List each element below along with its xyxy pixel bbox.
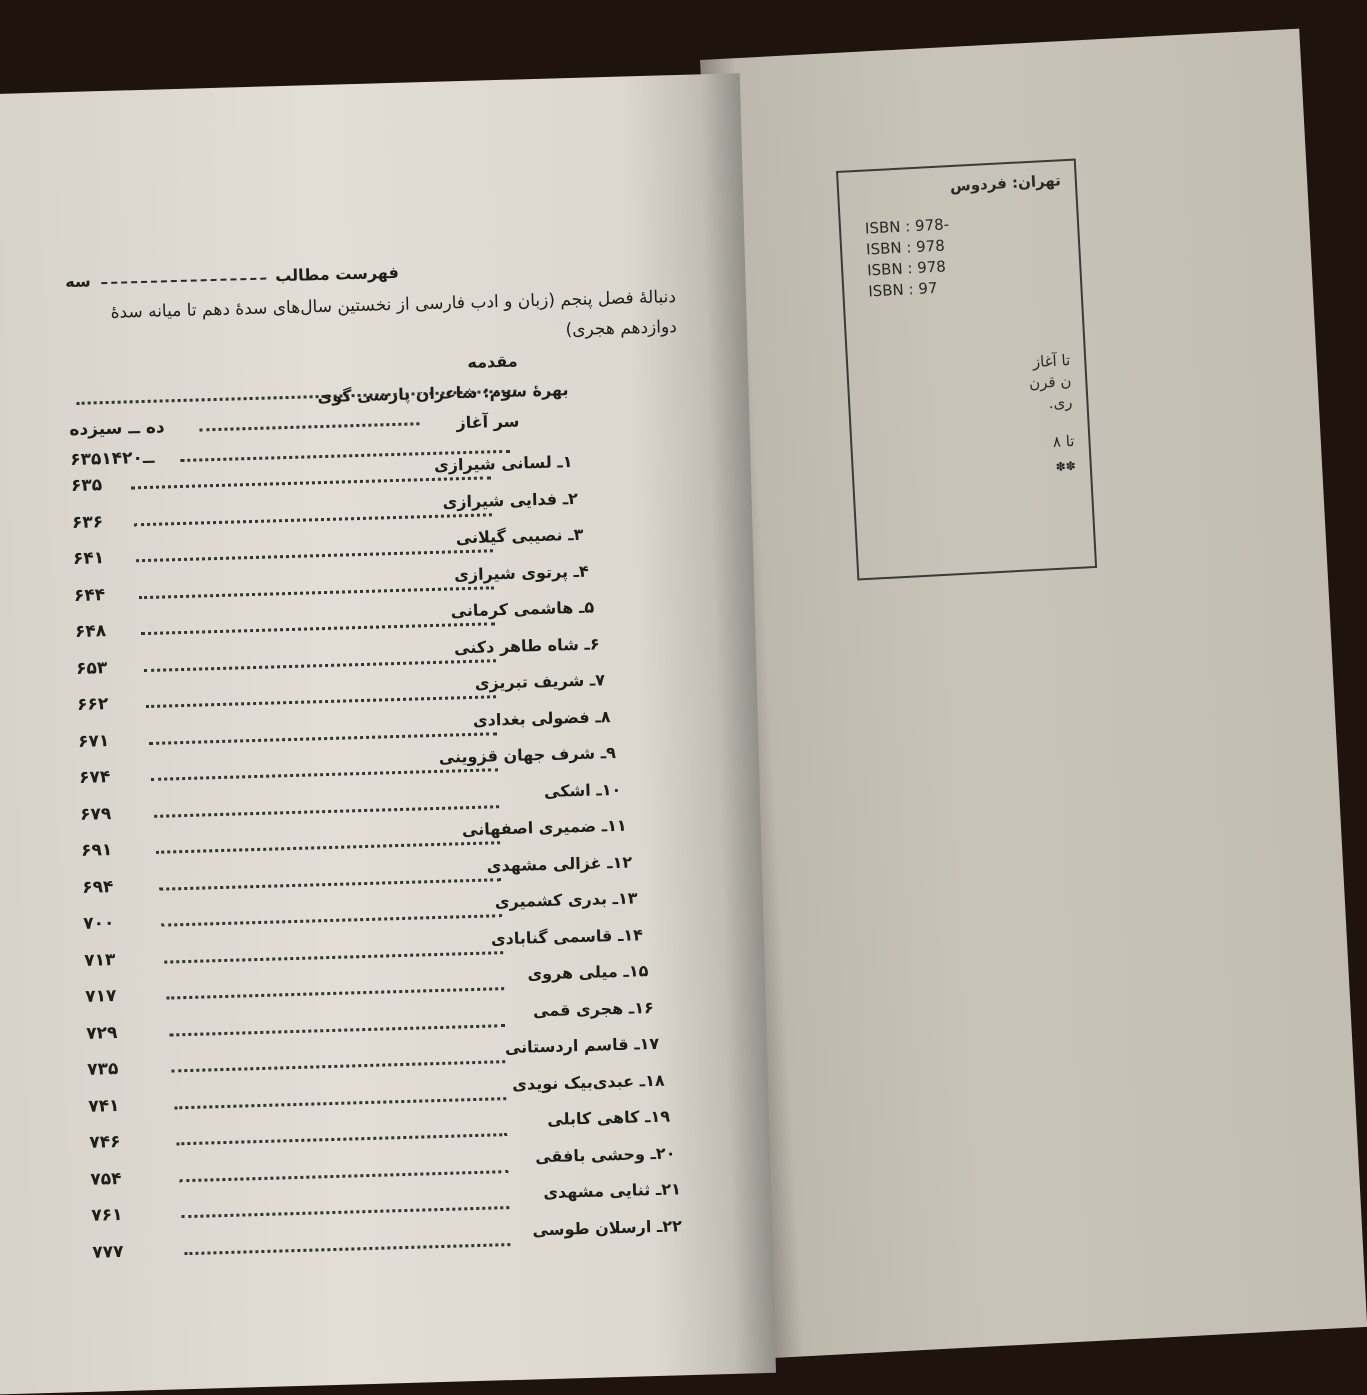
entry-page: ۷۷۷	[92, 1241, 124, 1263]
text-fragment: ری.	[1048, 392, 1073, 413]
text-fragment: تا آغاز	[1032, 351, 1071, 371]
entry-title: ۱۲ـ غزالی مشهدی	[486, 852, 633, 876]
entry-page: ۶۹۴	[81, 876, 114, 898]
entry-title: ۵ـ هاشمی کرمانی	[450, 597, 595, 621]
entry-title: بهرهٔ سوم: شاعران پارسی گوی	[317, 380, 569, 407]
entry-page: ۷۳۵	[86, 1058, 119, 1080]
ornament-stars: ✽✽	[1055, 458, 1077, 474]
entry-page: ۷۵۴	[90, 1168, 122, 1190]
copyright-box	[836, 158, 1097, 580]
entry-title: ۱۰ـ اشکی	[543, 779, 622, 801]
continuation-line: دنبالهٔ فصل پنجم (زبان و ادب فارسی از نخستین سال‌های سدهٔ دهم تا میانه سدهٔ	[110, 287, 677, 323]
entry-title: ۱۳ـ بدری کشمیری	[494, 888, 638, 912]
text-fragment: ن قرن	[1028, 372, 1072, 393]
dot-leader	[141, 622, 495, 635]
page-label: سه	[64, 271, 91, 292]
entry-page: ۶۴۴	[73, 584, 106, 606]
dot-leader	[164, 951, 503, 963]
dot-leader	[149, 732, 498, 745]
show-through-text	[0, 73, 740, 95]
entry-title: ۳ـ نصیبی گیلانی	[455, 524, 584, 548]
entry-title: ۶ـ شاه طاهر دکنی	[453, 633, 600, 657]
isbn-line: ISBN : 97	[867, 278, 938, 301]
isbn-line: ISBN : 978	[866, 257, 947, 280]
entry-title: ۱ـ لسانی شیرازی	[433, 452, 573, 475]
text-fragment: تا ۸	[1052, 431, 1075, 452]
entry-title: ۱۸ـ عبدی‌بیک نویدی	[511, 1070, 665, 1094]
entry-page: ۶۷۴	[78, 767, 111, 788]
dot-leader	[131, 476, 491, 489]
entry-title: ۱۴ـ قاسمی گنابادی	[490, 924, 644, 949]
entry-page: ۶۷۱	[77, 730, 110, 752]
dot-leader	[169, 1024, 505, 1036]
facing-page	[700, 29, 1367, 1359]
entry-title: ۲۲ـ ارسلان طوسی	[532, 1215, 683, 1239]
isbn-line: ISBN : 978-	[864, 215, 950, 238]
entry-title: ۱۹ـ کاهی کابلی	[546, 1106, 671, 1129]
entry-title: ۱۶ـ هجری قمی	[532, 997, 654, 1020]
entry-title: مقدمه	[467, 351, 518, 372]
entry-title: ۴ـ پرتوی شیرازی	[453, 561, 589, 584]
header-title: فهرست مطالب	[274, 262, 400, 286]
entry-title: ۲ـ فدایی شیرازی	[442, 488, 579, 512]
entry-page: ۶۳۵	[70, 475, 103, 497]
dot-leader	[156, 841, 500, 854]
entry-page: ۶۷۹	[79, 803, 112, 825]
dot-leader	[144, 659, 496, 672]
entry-title: ۹ـ شرف جهان قزوینی	[438, 742, 617, 767]
dot-leader	[139, 586, 494, 599]
entry-title: ۲۰ـ وحشی بافقی	[534, 1142, 676, 1166]
dot-leader	[174, 1097, 507, 1109]
dot-leader	[176, 1133, 507, 1145]
entry-page: ۷۰۰	[82, 913, 115, 934]
dot-leader	[161, 914, 502, 927]
entry-title: ۱۱ـ ضمیری اصفهانی	[461, 815, 627, 840]
entry-page: ۶۳۶	[71, 511, 104, 533]
dot-leader	[159, 878, 501, 891]
dot-leader	[184, 1243, 510, 1255]
dot-leader	[151, 768, 498, 781]
publisher-line: تهران: فردوس	[949, 171, 1062, 196]
dot-leader	[154, 805, 500, 818]
isbn-line: ISBN : 978	[865, 236, 946, 259]
entry-page: ۷۶۱	[91, 1204, 123, 1226]
entry-page: ۷۱۷	[84, 985, 117, 1007]
entry-page: ۶۴۱	[72, 548, 105, 570]
dot-leader	[179, 1170, 509, 1182]
dot-leader	[181, 1206, 509, 1218]
entry-title: ۷ـ شریف تبریزی	[474, 670, 606, 693]
entry-page: ۷۱۳	[83, 949, 116, 971]
entry-page: ۷۴۱	[88, 1095, 120, 1117]
header-rule	[101, 278, 266, 285]
dot-leader	[166, 987, 504, 999]
dot-leader	[171, 1060, 505, 1072]
entry-page: ۷۴۶	[89, 1131, 121, 1153]
entry-title: ۱۵ـ میلی هروی	[527, 961, 649, 984]
entry-page: ۶۵۳	[75, 657, 108, 679]
entry-title: ۱۷ـ قاسم اردستانی	[504, 1033, 660, 1058]
contents-page	[0, 73, 776, 1394]
entry-page: ۶۴۸	[74, 621, 107, 642]
entry-title: ۸ـ فضولی بغدادی	[472, 706, 611, 730]
entry-page: ده ــ سیزده	[69, 417, 165, 441]
entry-page: ۶۳۵ــ۱۴۲۰	[69, 447, 155, 471]
dot-leader	[146, 695, 496, 708]
entry-title: سر آغاز	[456, 411, 520, 433]
entry-page: ۶۹۱	[80, 840, 113, 861]
dot-leader	[136, 549, 493, 562]
continuation-line: دوازدهم هجری)	[565, 317, 678, 341]
entry-page: ۷۲۹	[85, 1022, 118, 1044]
dot-leader	[134, 513, 492, 526]
entry-title: ۲۱ـ ثنایی مشهدی	[543, 1179, 682, 1203]
entry-page: ۶۶۲	[76, 694, 109, 715]
